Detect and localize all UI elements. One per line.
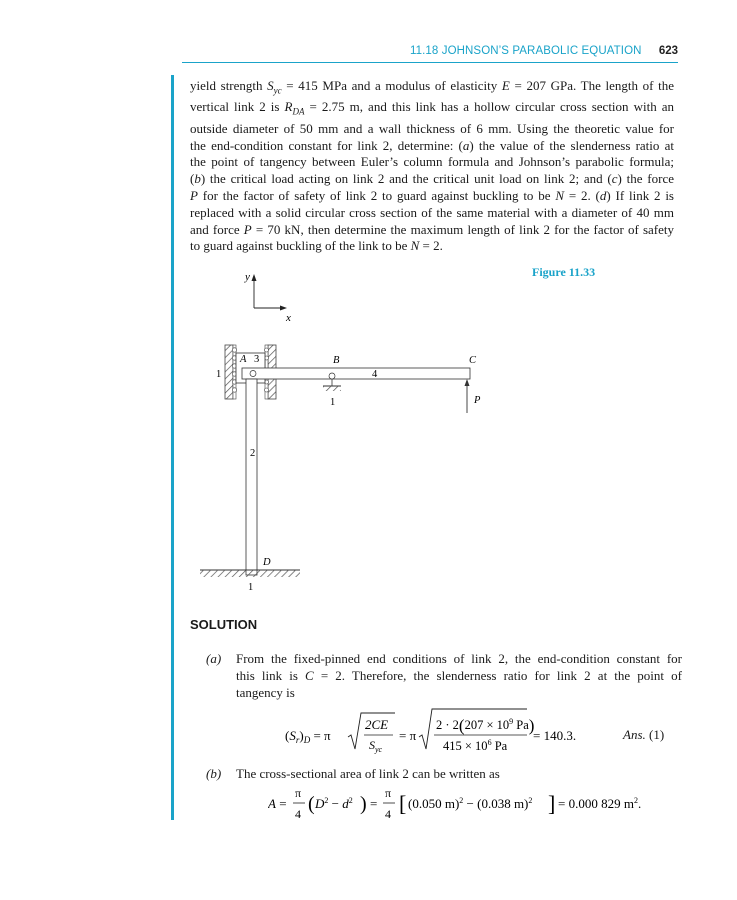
svg-text:(Sr)D = π: $(S_r)_D = \pi$ — [285, 728, 331, 745]
label-D: D — [263, 557, 271, 568]
svg-text:415 × 106 Pa: $415 \times 10^6$ Pa — [443, 738, 508, 753]
label-link-1-left: 1 — [216, 369, 222, 380]
svg-text:A =: A = — [268, 796, 287, 811]
eq2-four-2: 4 — [385, 807, 391, 821]
problem-line: yield strength $S_{yc} = 415$ MPa and a modulus of elasticity E = 207 GPa. The length of the — [190, 78, 674, 96]
svg-text:Syc: $S_{yc}$ — [369, 738, 383, 754]
eq2-four-1: 4 — [295, 807, 301, 821]
label-link-2: 2 — [250, 448, 256, 459]
eq2-pi-2: π — [385, 786, 392, 800]
equation-area — [268, 780, 658, 824]
eq1-mid: = π — [399, 728, 417, 743]
svg-text:(0.050 m)2 − (0.038 m)2: (0.050 m)$^2$ − (0.038 m)$^2$ — [408, 796, 533, 811]
part-b-line: The cross-sectional area of link 2 can be written as — [236, 766, 500, 781]
label-C: C — [469, 355, 477, 366]
label-P: P — [474, 395, 481, 406]
answer-tag-1: Ans. (1) — [623, 727, 665, 742]
part-a-text — [236, 651, 682, 701]
svg-text:2 · 2(207 × 109 Pa): $2 \cdot 2(207 \times 10^9$ Pa) — [436, 716, 535, 735]
solution-heading: SOLUTION — [190, 617, 258, 632]
pin-A — [250, 371, 256, 377]
eq1-frac1-num: 2CE — [365, 717, 389, 732]
figure-caption: Figure 11.33 — [532, 265, 596, 279]
horizontal-link-4 — [242, 368, 470, 379]
svg-text:(: ( — [308, 793, 315, 815]
problem-line: vertical link 2 is $R_{DA} = 2.75$ m, and this link has a hollow circular cross section with an — [190, 99, 674, 117]
problem-line: P for the factor of safety of link 2 to guard against buckling to be N = 2. (d) If link 2 is — [190, 187, 674, 203]
force-P-arrow — [465, 379, 470, 413]
svg-text:[: [ — [399, 791, 407, 816]
problem-line: (b) the critical load acting on link 2 and the critical unit load on link 2; and (c) the force — [190, 171, 674, 187]
header-rule — [182, 62, 678, 63]
label-link-3: 3 — [254, 354, 260, 365]
problem-line: the point of tangency between Euler’s column formula and Johnson’s parabolic formula; — [190, 154, 674, 170]
label-A: A — [240, 354, 247, 365]
vertical-link-2 — [246, 379, 257, 575]
svg-text:= 0.000 829 m2.: = 0.000 829 $m^2$. — [558, 796, 642, 811]
solution-part-a — [206, 651, 682, 703]
problem-line: outside diameter of 50 mm and a wall thickness of 6 mm. Using the theoretic value for — [190, 120, 674, 136]
problem-statement — [190, 78, 674, 255]
svg-text:=: = — [370, 796, 378, 811]
section-title: 11.18 JOHNSON’S PARABOLIC EQUATION — [410, 45, 642, 57]
problem-line: to guard against buckling of the link to be N = 2. — [190, 238, 443, 254]
coordinate-axes — [244, 271, 291, 324]
part-a-line: this link is C = 2. Therefore, the slenderness ratio for link 2 at the point of — [236, 667, 682, 683]
problem-line: and force P = 70 kN, then determine the maximum length of link 2 for the factor of safety — [190, 221, 674, 237]
left-wall-ground — [225, 345, 237, 399]
page-number: 623 — [658, 45, 678, 57]
part-a-line: From the fixed-pinned end conditions of link 2, the end-condition constant for — [236, 651, 682, 666]
svg-text:D2 − d2: $D^2 - d^2$ — [315, 796, 353, 811]
eq2-pi-1: π — [295, 786, 302, 800]
x-axis-label: x — [286, 312, 291, 324]
part-a-label: (a) — [206, 651, 222, 666]
equation-slenderness — [285, 705, 595, 755]
label-B: B — [333, 355, 340, 366]
mechanism-figure — [190, 265, 520, 595]
label-link-4: 4 — [372, 369, 378, 380]
ground-D — [200, 570, 300, 577]
label-link-1-B: 1 — [330, 397, 336, 408]
eq1-result: = 140.3. — [533, 728, 577, 743]
part-a-line: tangency is — [236, 684, 295, 700]
problem-line: the end-condition constant for link 2, determine: (a) the value of the slenderness ratio at — [190, 137, 674, 153]
problem-line: replaced with a solid circular cross section of the same material with a diameter of 40 mm — [190, 204, 674, 220]
label-link-1-D: 1 — [248, 582, 254, 593]
svg-text:]: ] — [548, 791, 556, 816]
part-b-label: (b) — [206, 766, 222, 781]
y-axis-label: y — [245, 271, 250, 283]
svg-text:): ) — [360, 793, 367, 815]
margin-bar — [171, 75, 174, 820]
